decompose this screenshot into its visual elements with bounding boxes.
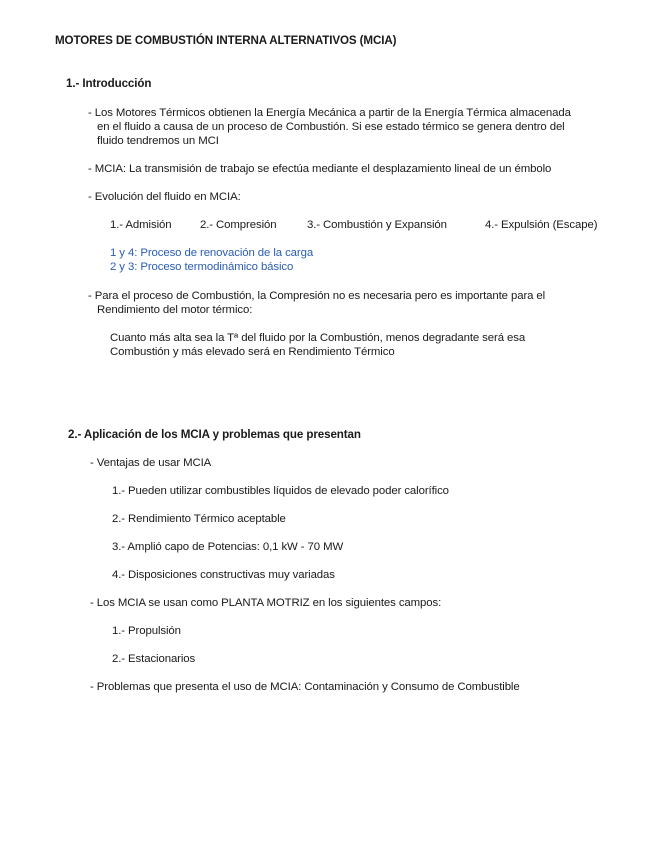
intro-bullet-4-line-2: Rendimiento del motor térmico: (97, 304, 253, 316)
advantages-title: - Ventajas de usar MCIA (90, 457, 212, 469)
uses-title: - Los MCIA se usan como PLANTA MOTRIZ en los siguientes campos: (90, 597, 442, 609)
phase-expulsion: 4.- Expulsión (Escape) (485, 219, 598, 231)
intro-bullet-1-line-1: - Los Motores Térmicos obtienen la Energía Mecánica a partir de la Energía Térmica almacenada (88, 107, 571, 119)
phase-admision: 1.- Admisión (110, 219, 172, 231)
combustion-note-line-2: Combustión y más elevado será en Rendimiento Térmico (110, 346, 395, 358)
section-1-heading: 1.- Introducción (66, 77, 152, 90)
section-2-heading: 2.- Aplicación de los MCIA y problemas que presentan (68, 428, 361, 441)
intro-bullet-1-line-3: fluido tendremos un MCI (97, 135, 219, 147)
document-title: MOTORES DE COMBUSTIÓN INTERNA ALTERNATIVOS (MCIA) (55, 34, 397, 47)
advantage-item: 1.- Pueden utilizar combustibles líquidos de elevado poder calorífico (112, 485, 449, 497)
problems-bullet: - Problemas que presenta el uso de MCIA: Contaminación y Consumo de Combustible (90, 681, 520, 693)
advantage-item: 3.- Amplió capo de Potencias: 0,1 kW - 70 MW (112, 541, 344, 553)
advantage-item: 2.- Rendimiento Térmico aceptable (112, 513, 286, 525)
blue-note-termodinamico: 2 y 3: Proceso termodinámico básico (110, 261, 294, 273)
combustion-note-line-1: Cuanto más alta sea la Tª del fluido por la Combustión, menos degradante será esa (110, 332, 526, 344)
intro-bullet-1-line-2: en el fluido a causa de un proceso de Combustión. Si ese estado térmico se genera dentro del (97, 121, 565, 133)
intro-bullet-4-line-1: - Para el proceso de Combustión, la Compresión no es necesaria pero es importante para el (88, 290, 546, 302)
use-item: 2.- Estacionarios (112, 653, 196, 665)
blue-note-renovacion: 1 y 4: Proceso de renovación de la carga (110, 247, 314, 259)
use-item: 1.- Propulsión (112, 625, 181, 637)
intro-bullet-2: - MCIA: La transmisión de trabajo se efectúa mediante el desplazamiento lineal de un émbolo (88, 163, 552, 175)
advantage-item: 4.- Disposiciones constructivas muy variadas (112, 569, 335, 581)
phase-compresion: 2.- Compresión (200, 219, 277, 231)
phase-combustion-expansion: 3.- Combustión y Expansión (307, 219, 447, 231)
intro-bullet-3: - Evolución del fluido en MCIA: (88, 191, 241, 203)
